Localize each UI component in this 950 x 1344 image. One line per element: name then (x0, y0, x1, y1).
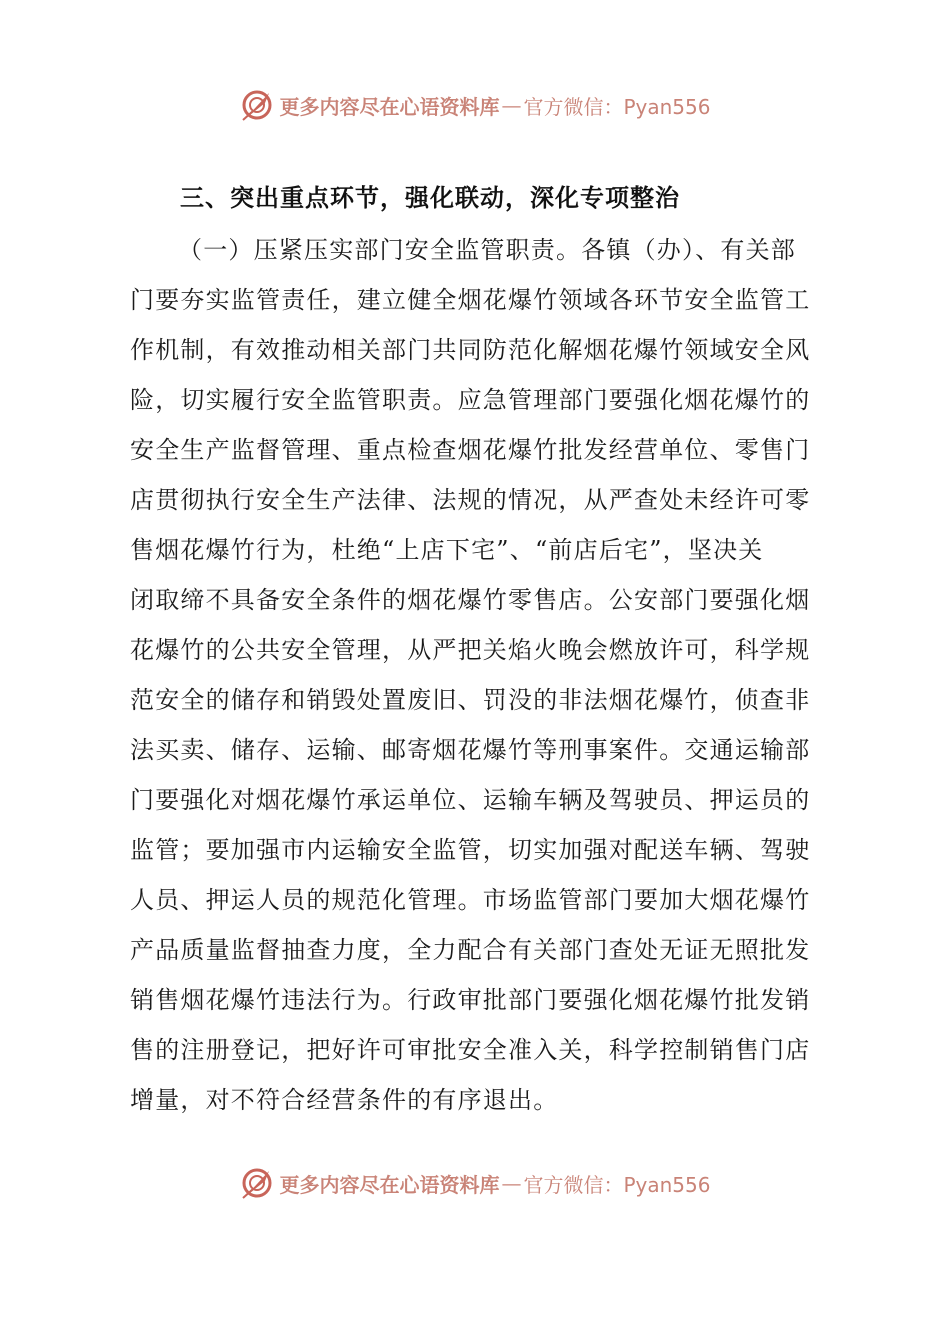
watermark-separator: — (501, 93, 522, 117)
paragraph-line: 产品质量监督抽查力度，全力配合有关部门查处无证无照批发 (130, 936, 811, 964)
paragraph-line: （一）压紧压实部门安全监管职责。各镇（办）、有关部 (178, 236, 796, 264)
paragraph-line: 范安全的储存和销毁处置废旧、罚没的非法烟花爆竹，侦查非 (130, 686, 811, 714)
watermark-contact: 官方微信：Pyan556 (523, 1172, 711, 1197)
paragraph-line: 安全生产监督管理、重点检查烟花爆竹批发经营单位、零售门 (130, 436, 811, 464)
paragraph-line: 人员、押运人员的规范化管理。市场监管部门要加大烟花爆竹 (130, 886, 811, 914)
paragraph-line: 法买卖、储存、运输、邮寄烟花爆竹等刑事案件。交通运输部 (130, 736, 811, 764)
quill-logo-icon (239, 1165, 275, 1201)
section-heading: 三、突出重点环节，强化联动，深化专项整治 (180, 184, 680, 212)
paragraph-line: 售烟花爆竹行为，杜绝“上店下宅”、“前店后宅”，坚决关 (130, 536, 764, 564)
body-paragraph (130, 228, 830, 1128)
paragraph-line: 增量，对不符合经营条件的有序退出。 (130, 1086, 559, 1114)
paragraph-line: 销售烟花爆竹违法行为。行政审批部门要强化烟花爆竹批发销 (130, 986, 811, 1014)
paragraph-line: 险，切实履行安全监管职责。应急管理部门要强化烟花爆竹的 (130, 386, 811, 414)
footer-watermark (0, 1158, 950, 1208)
paragraph-line: 监管；要加强市内运输安全监管，切实加强对配送车辆、驾驶 (130, 836, 811, 864)
watermark-contact: 官方微信：Pyan556 (523, 94, 711, 119)
watermark-separator: — (501, 1171, 522, 1195)
quill-logo-icon (239, 87, 275, 123)
watermark-brand: 更多内容尽在心语资料库 (279, 1172, 500, 1197)
paragraph-line: 售的注册登记，把好许可审批安全准入关，科学控制销售门店 (130, 1036, 811, 1064)
watermark-brand: 更多内容尽在心语资料库 (279, 94, 500, 119)
paragraph-line: 门要夯实监管责任，建立健全烟花爆竹领域各环节安全监管工 (130, 286, 811, 314)
header-watermark (0, 80, 950, 130)
paragraph-line: 门要强化对烟花爆竹承运单位、运输车辆及驾驶员、押运员的 (130, 786, 811, 814)
paragraph-line: 店贯彻执行安全生产法律、法规的情况，从严查处未经许可零 (130, 486, 811, 514)
paragraph-line: 作机制，有效推动相关部门共同防范化解烟花爆竹领域安全风 (130, 336, 811, 364)
paragraph-line: 闭取缔不具备安全条件的烟花爆竹零售店。公安部门要强化烟 (130, 586, 811, 614)
paragraph-line: 花爆竹的公共安全管理，从严把关焰火晚会燃放许可，科学规 (130, 636, 811, 664)
